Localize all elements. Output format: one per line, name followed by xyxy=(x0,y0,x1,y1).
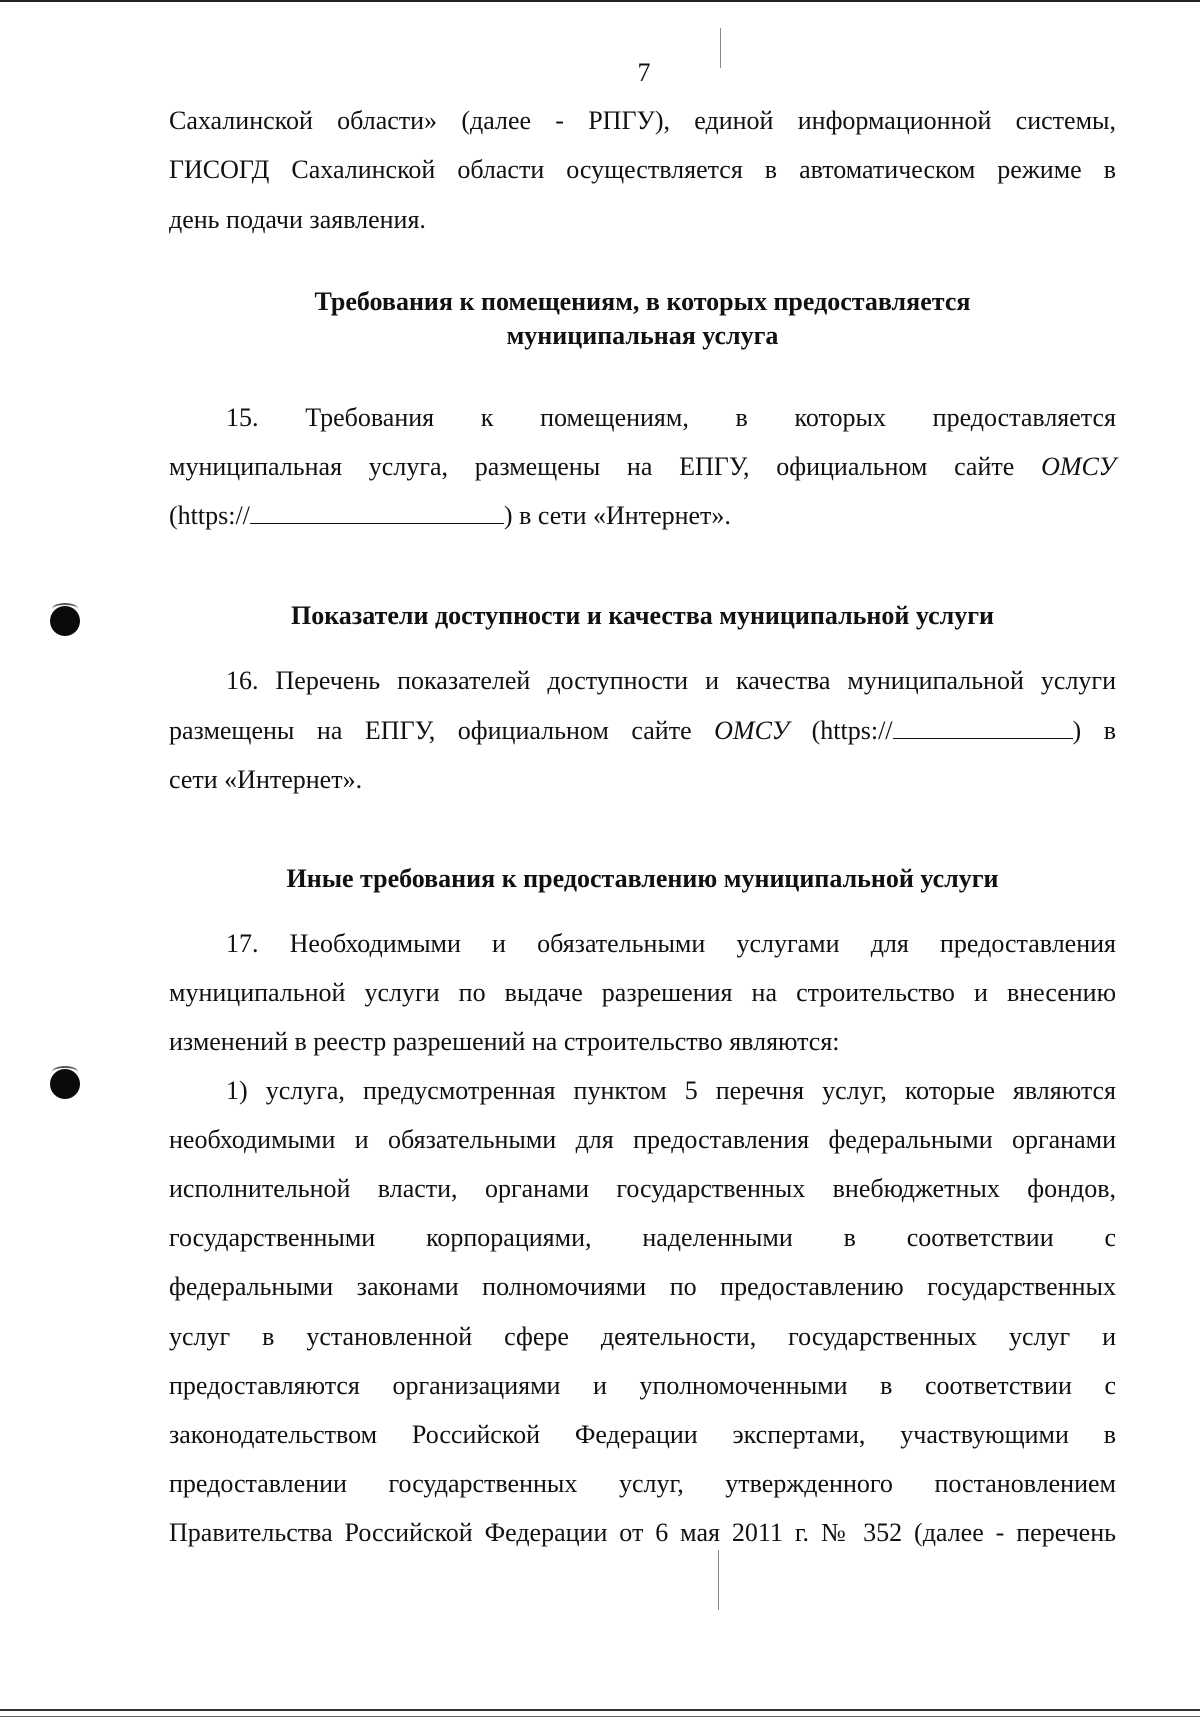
item-1-line-8: законодательством Российской Федерации экспертами, участвующими в xyxy=(169,1420,1116,1449)
url-blank-field xyxy=(250,501,504,524)
paragraph-15-line-3: (https:// ) в сети «Интернет». xyxy=(169,501,731,530)
binder-hole-top xyxy=(50,606,80,636)
section-heading-other: Иные требования к предоставлению муниципальной услуги xyxy=(286,864,999,893)
paragraph-16-line-1: 16. Перечень показателей доступности и качества муниципальной услуги xyxy=(226,666,1116,695)
scan-top-edge xyxy=(0,0,1200,2)
paragraph-15-line-1: 15. Требования к помещениям, в которых предоставляется xyxy=(226,403,1116,432)
item-1-line-3: исполнительной власти, органами государственных внебюджетных фондов, xyxy=(169,1174,1116,1203)
item-1-line-4: государственными корпорациями, наделенными в соответствии с xyxy=(169,1223,1116,1252)
item-1-line-1: 1) услуга, предусмотренная пунктом 5 перечня услуг, которые являются xyxy=(226,1076,1116,1105)
intro-line-3: день подачи заявления. xyxy=(169,205,426,234)
section-heading-premises-1: Требования к помещениям, в которых предоставляется xyxy=(314,287,971,316)
intro-line-1: Сахалинской области» (далее - РПГУ), единой информационной системы, xyxy=(169,106,1116,135)
paragraph-16-line-2: размещены на ЕПГУ, официальном сайте ОМСУ (https:// ) в xyxy=(169,716,1117,745)
binder-hole-bottom xyxy=(50,1069,80,1099)
item-1-line-5: федеральными законами полномочиями по предоставлению государственных xyxy=(169,1272,1116,1301)
url-blank-field xyxy=(893,716,1073,739)
paragraph-17-line-1: 17. Необходимыми и обязательными услугами для предоставления xyxy=(226,929,1116,958)
intro-line-2: ГИСОГД Сахалинской области осуществляется в автоматическом режиме в xyxy=(169,155,1116,184)
paragraph-16-line-3: сети «Интернет». xyxy=(169,765,363,794)
paragraph-17-line-2: муниципальной услуги по выдаче разрешения на строительство и внесению xyxy=(169,978,1116,1007)
scan-bottom-edge xyxy=(0,1709,1200,1711)
item-1-line-2: необходимыми и обязательными для предоставления федеральными органами xyxy=(169,1125,1116,1154)
item-1-line-10: Правительства Российской Федерации от 6 мая 2011 г. № 352 (далее - перечень xyxy=(169,1518,1116,1547)
paragraph-15-line-2: муниципальная услуга, размещены на ЕПГУ, официальном сайте ОМСУ xyxy=(169,452,1116,481)
item-1-line-7: предоставляются организациями и уполномоченными в соответствии с xyxy=(169,1371,1116,1400)
page-number: 7 xyxy=(637,58,651,87)
section-heading-quality: Показатели доступности и качества муниципальной услуги xyxy=(291,601,994,630)
section-heading-premises-2: муниципальная услуга xyxy=(506,321,779,350)
scan-bottom-edge-inner xyxy=(0,1716,1200,1717)
item-1-line-6: услуг в установленной сфере деятельности, государственных услуг и xyxy=(169,1322,1116,1351)
item-1-line-9: предоставлении государственных услуг, утвержденного постановлением xyxy=(169,1469,1116,1498)
paragraph-17-line-3: изменений в реестр разрешений на строительство являются: xyxy=(169,1027,840,1056)
scan-fold-mark xyxy=(718,1550,719,1610)
